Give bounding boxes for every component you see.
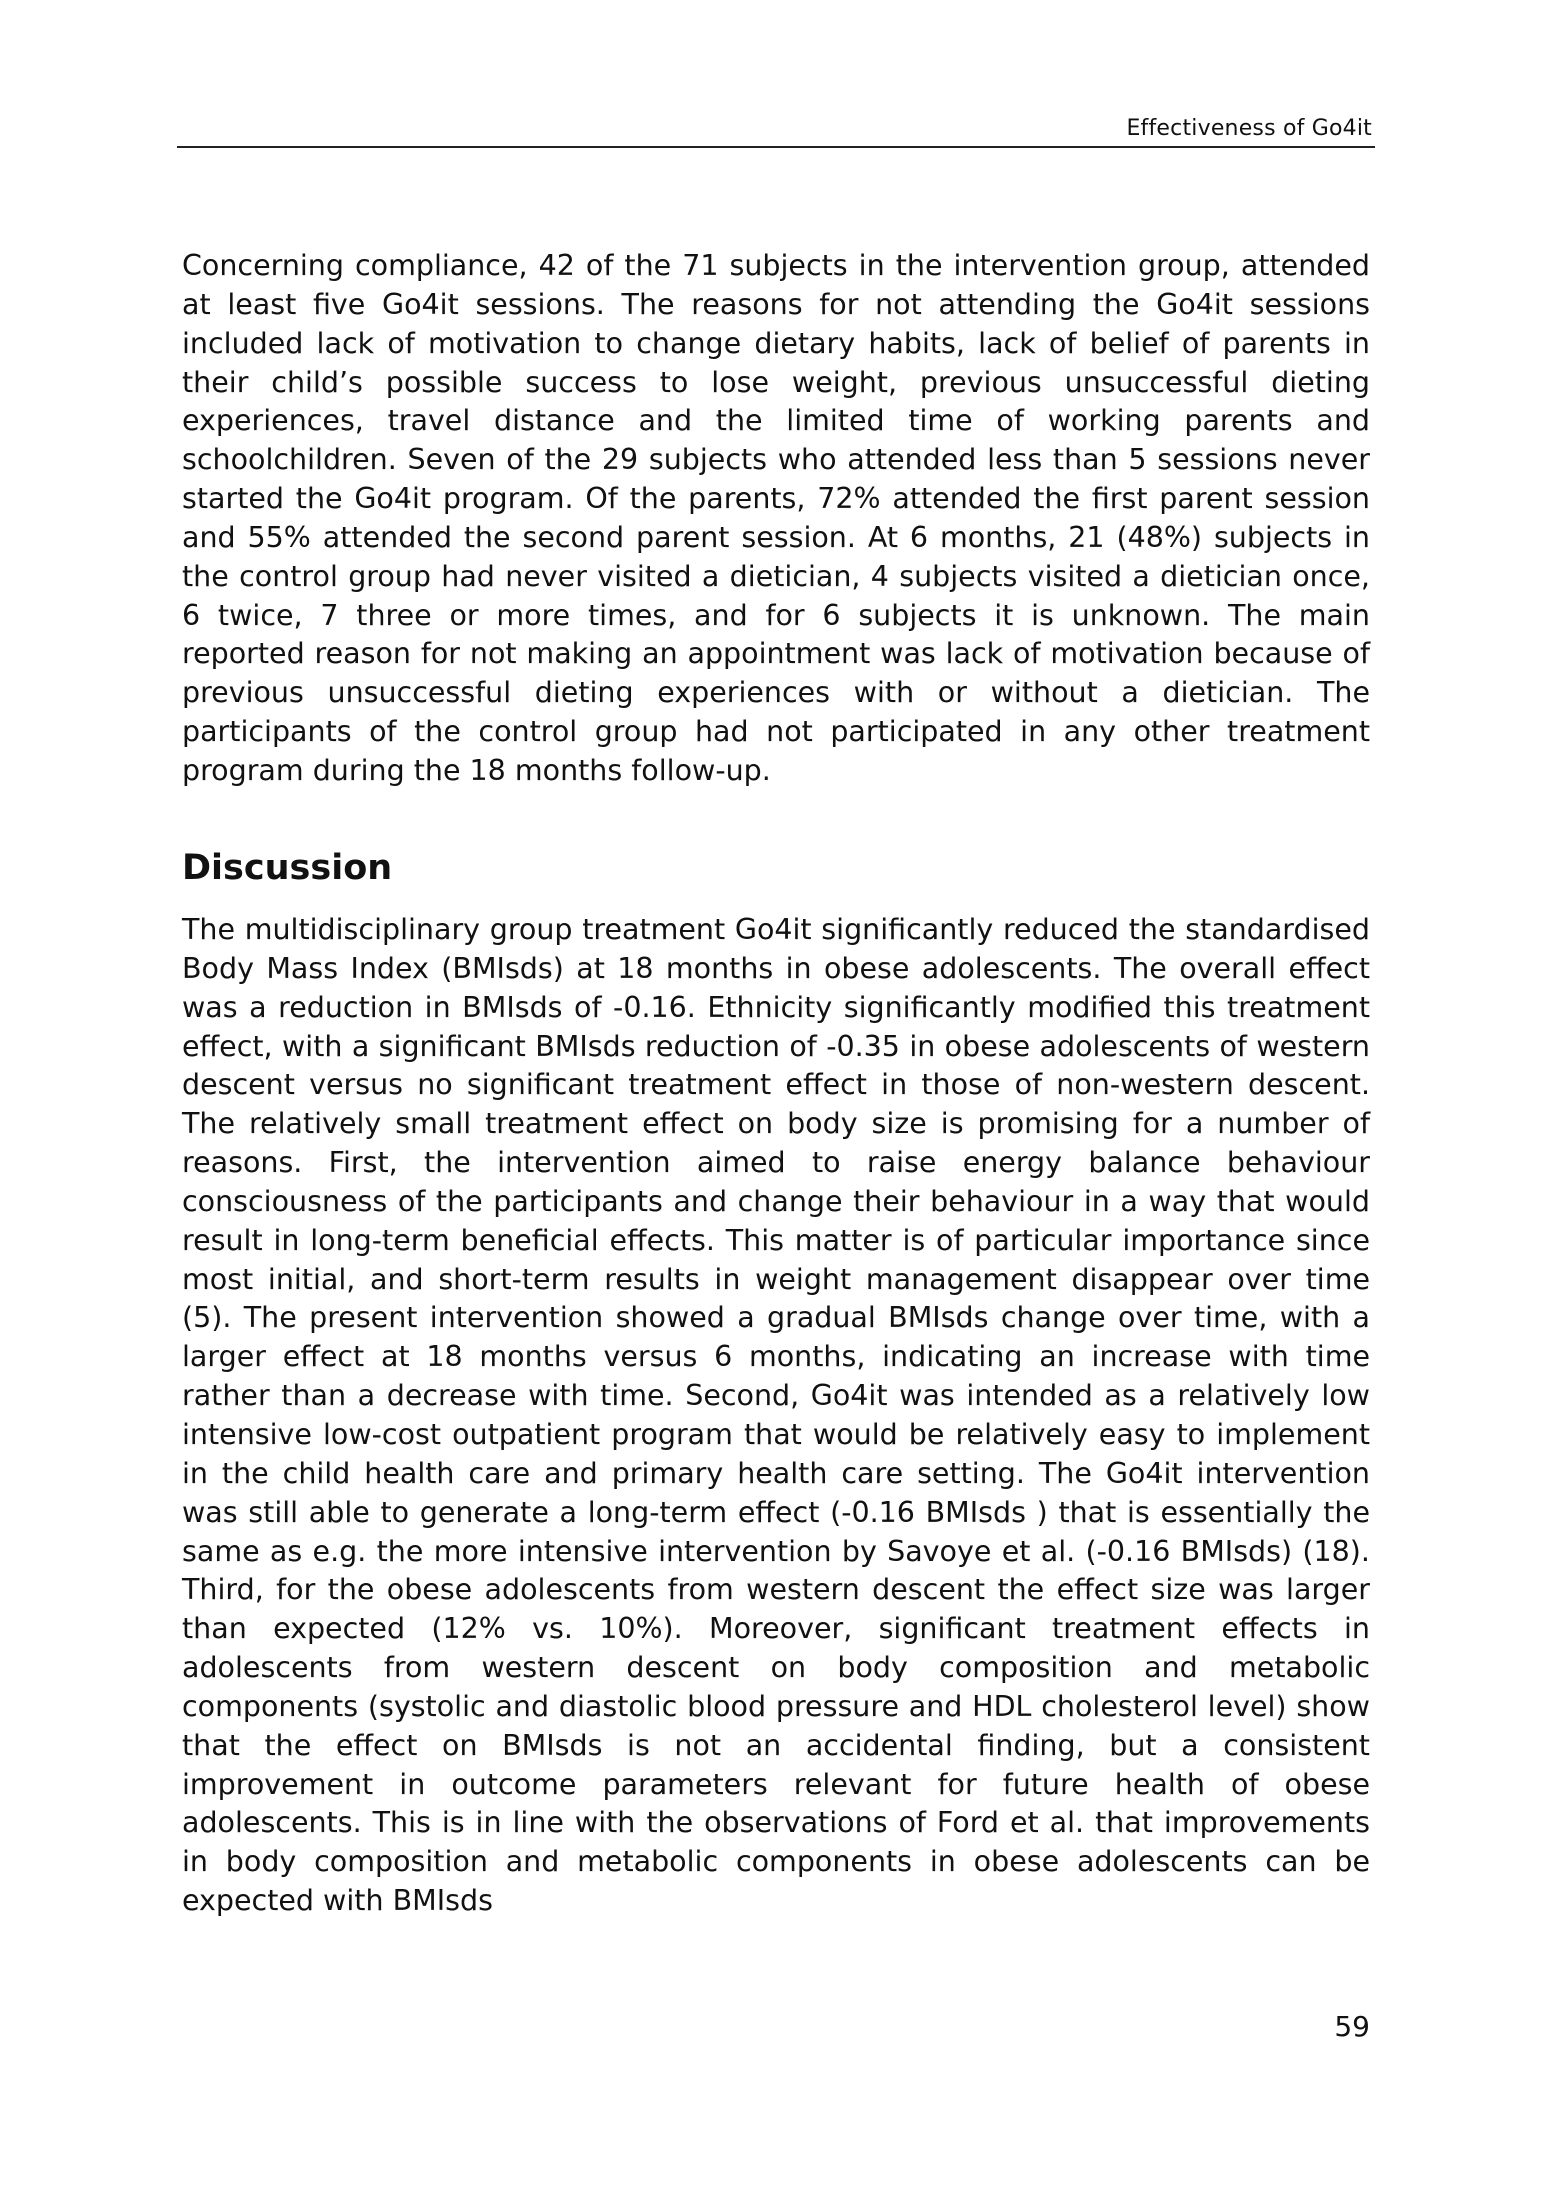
compliance-paragraph: Concerning compliance, 42 of the 71 subjects in the intervention group, attended at least five Go4it sessions. The reasons for not attending the Go4it sessions included lack of motivation to change dietary habits, lack of belief of parents in their child’s possible success to lose weight, previous unsuccessful dieting experiences, travel distance and the limited time of working parents and schoolchildren. Seven of the 29 subjects who attended less than 5 sessions never started the Go4it program. Of the parents, 72% attended the first parent session and 55% attended the second parent session. At 6 months, 21 (48%) subjects in the control group had never visited a dietician, 4 subjects visited a dietician once, 6 twice, 7 three or more times, and for 6 subjects it is unknown. The main reported reason for not making an appointment was lack of motivation because of previous unsuccessful dieting experiences with or without a dietician. The participants of the control group had not participated in any other treatment program during the 18 months follow-up.	[182, 249, 1370, 787]
discussion-heading: Discussion	[182, 848, 393, 888]
running-header-title: Effectiveness of Go4it	[1126, 116, 1372, 141]
running-header	[177, 110, 1375, 148]
page-number: 59	[1334, 2010, 1370, 2043]
discussion-paragraph: The multidisciplinary group treatment Go4it significantly reduced the standardised Body Mass Index (BMIsds) at 18 months in obese adolescents. The overall effect was a reduction in BMIsds of -0.16. Ethnicity significantly modified this treatment effect, with a significant BMIsds reduction of -0.35 in obese adolescents of western descent versus no significant treatment effect in those of non-western descent. The relatively small treatment effect on body size is promising for a number of reasons. First, the intervention aimed to raise energy balance behaviour consciousness of the participants and change their behaviour in a way that would result in long-term beneficial effects. This matter is of particular importance since most initial, and short-term results in weight management disappear over time (5). The present intervention showed a gradual BMIsds change over time, with a larger effect at 18 months versus 6 months, indicating an increase with time rather than a decrease with time. Second, Go4it was intended as a relatively low intensive low-cost outpatient program that would be relatively easy to implement in the child health care and primary health care setting. The Go4it intervention was still able to generate a long-term effect (-0.16 BMIsds ) that is essentially the same as e.g. the more intensive intervention by Savoye et al. (-0.16 BMIsds) (18). Third, for the obese adolescents from western descent the effect size was larger than expected (12% vs. 10%). Moreover, significant treatment effects in adolescents from western descent on body composition and metabolic components (systolic and diastolic blood pressure and HDL cholesterol level) show that the effect on BMIsds is not an accidental finding, but a consistent improvement in outcome parameters relevant for future health of obese adolescents. This is in line with the observations of Ford et al. that improvements in body composition and metabolic components in obese adolescents can be expected with BMIsds	[182, 913, 1370, 1918]
